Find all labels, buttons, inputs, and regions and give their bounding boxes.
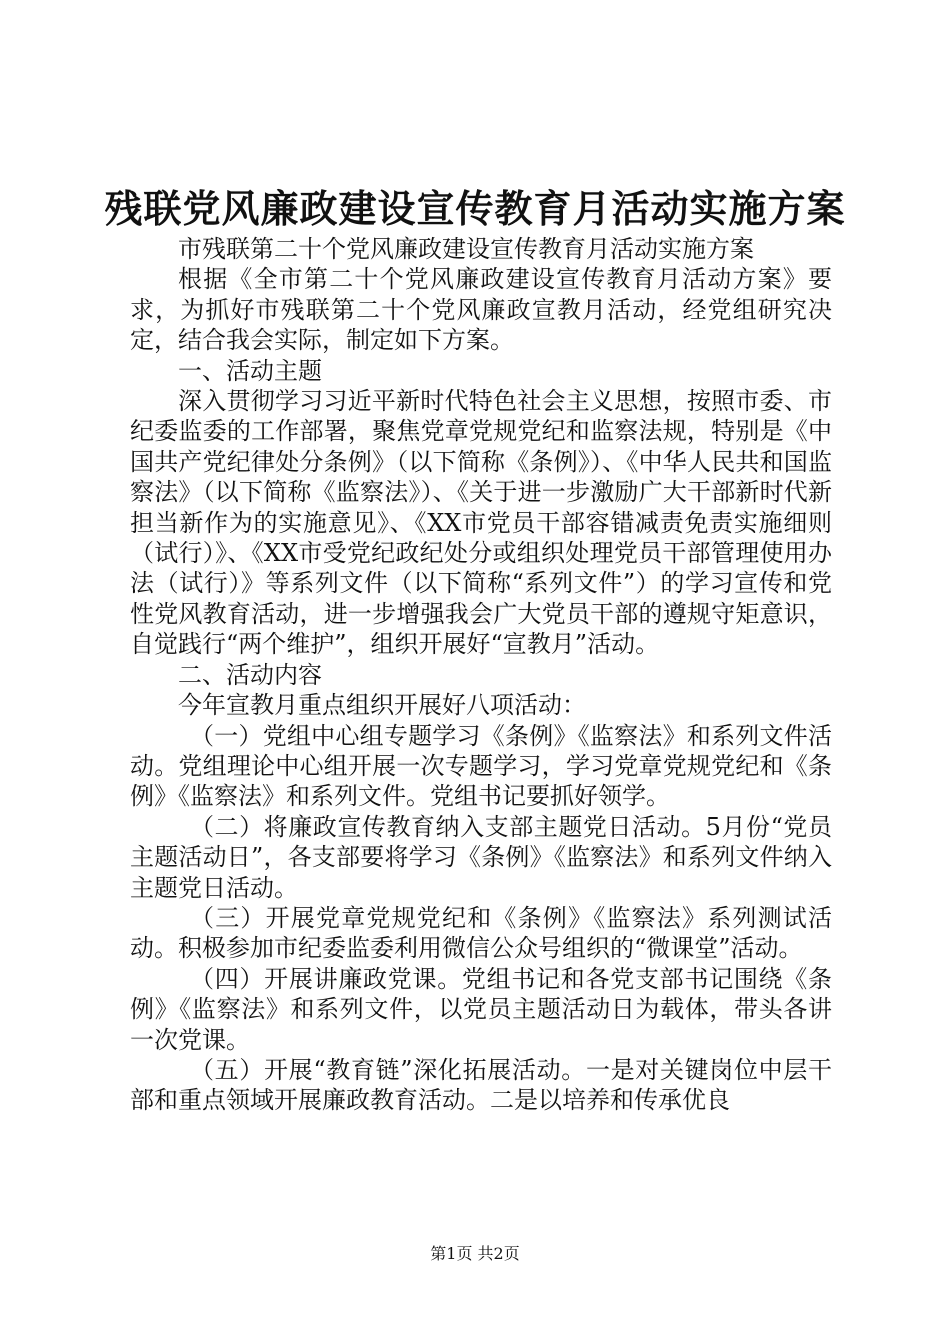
paragraph-item-4: （四）开展讲廉政党课。党组书记和各党支部书记围绕《条例》《监察法》和系列文件，以党员主题活动日为载体，带头各讲一次党课。 [130,964,832,1054]
paragraph-item-1: （一）党组中心组专题学习《条例》《监察法》和系列文件活动。党组理论中心组开展一次专题学习，学习党章党规党纪和《条例》《监察法》和系列文件。党组书记要抓好领学。 [130,721,832,811]
page-footer: 第1页 共2页 [430,1244,520,1263]
paragraph-subtitle: 市残联第二十个党风廉政建设宣传教育月活动实施方案 [178,235,754,263]
paragraph-content-intro: 今年宣教月重点组织开展好八项活动： [178,691,586,720]
paragraph-item-5: （五）开展“教育链”深化拓展活动。一是对关键岗位中层干部和重点领域开展廉政教育活动。二是以培养和传承优良 [130,1055,832,1115]
document-body [130,234,832,1116]
section-heading-content: 二、活动内容 [178,660,322,689]
section-heading-theme: 一、活动主题 [178,356,322,385]
paragraph-intro: 根据《全市第二十个党风廉政建设宣传教育月活动方案》要求，为抓好市残联第二十个党风廉政宣教月活动，经党组研究决定，结合我会实际，制定如下方案。 [130,265,832,355]
paragraph-item-3: （三）开展党章党规党纪和《条例》《监察法》系列测试活动。积极参加市纪委监委利用微信公众号组织的“微课堂”活动。 [130,903,832,963]
paragraph-theme: 深入贯彻学习习近平新时代特色社会主义思想，按照市委、市纪委监委的工作部署，聚焦党章党规党纪和监察法规，特别是《中国共产党纪律处分条例》（以下简称《条例》）、《中华人民共和国监察法》（以下简称《监察法》）、《关于进一步激励广大干部新时代新担当新作为的实施意见》、《XX市党员干部容错减责免责实施细则（试行）》、《XX市受党纪政纪处分或组织处理党员干部管理使用办法（试行）》等系列文件（以下简称“系列文件”）的学习宣传和党性党风教育活动，进一步增强我会广大党员干部的遵规守矩意识，自觉践行“两个维护”，组织开展好“宣教月”活动。 [130,387,832,659]
paragraph-item-2: （二）将廉政宣传教育纳入支部主题党日活动。5月份“党员主题活动日”，各支部要将学习《条例》《监察法》和系列文件纳入主题党日活动。 [130,812,832,902]
document-title: 残联党风廉政建设宣传教育月活动实施方案 [104,186,846,231]
